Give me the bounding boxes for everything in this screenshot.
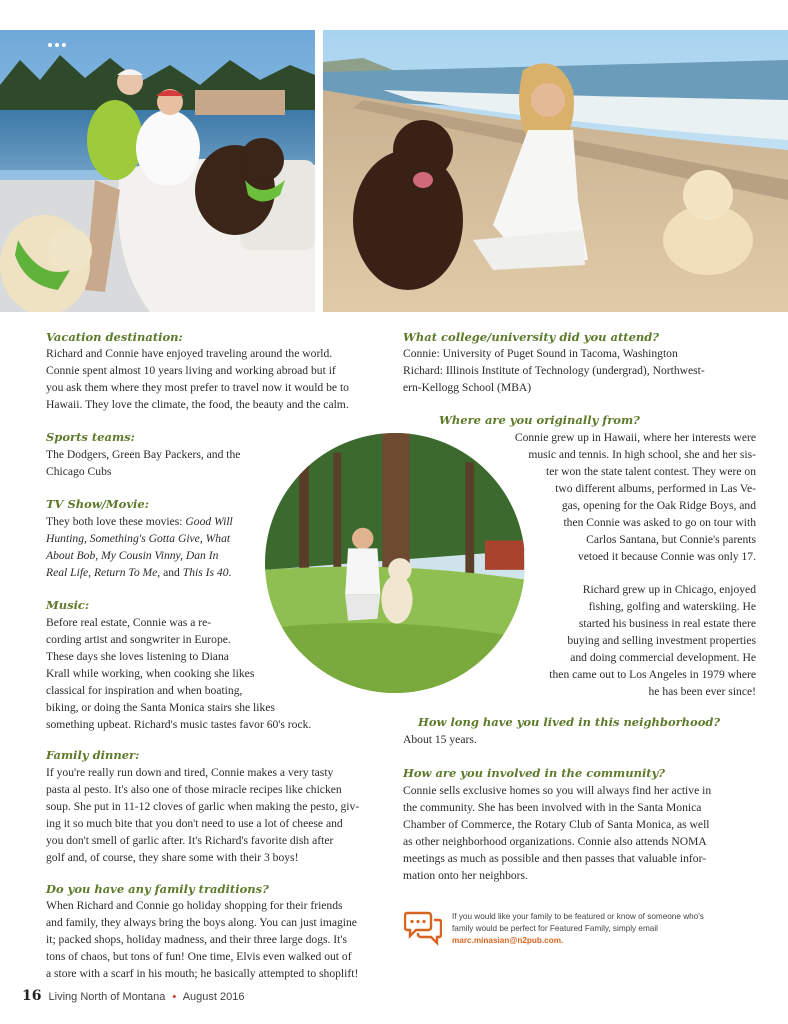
page-number: 16	[22, 988, 42, 1004]
heading-music: Music:	[46, 598, 90, 612]
text-line: gas, opening for the Oak Ridge Boys, and	[561, 499, 756, 512]
text-line: tons of chaos, but tons of fun! One time, Elvis even walked out of	[46, 950, 352, 963]
text-line: then came out to Los Angeles in 1979 where	[549, 668, 756, 681]
text-line: fishing, golfing and waterskiing. He	[588, 600, 756, 613]
text-line: The Dodgers, Green Bay Packers, and the	[46, 448, 241, 461]
heading-tv-show-movie: TV Show/Movie:	[46, 497, 149, 511]
issue-date: August 2016	[182, 991, 245, 1003]
text-line: Chamber of Commerce, the Rotary Club of Santa Monica, as well	[403, 818, 710, 831]
text-line: he has been ever since!	[648, 685, 756, 698]
text-line: Richard grew up in Chicago, enjoyed	[582, 583, 756, 596]
heading-how-long: How long have you lived in this neighborhood?	[418, 715, 721, 729]
publication-name: Living North of Montana	[48, 991, 166, 1003]
heading-originally-from: Where are you originally from?	[439, 413, 640, 427]
text-line: classical for inspiration and when boating,	[46, 684, 243, 697]
text-line: mation onto her neighbors.	[403, 869, 528, 882]
text-line	[46, 513, 233, 530]
text-family-traditions	[46, 897, 358, 982]
text-line: as other neighborhood organizations. Connie also attends NOMA	[403, 835, 707, 848]
text-line: If you're really run down and tired, Connie makes a very tasty	[46, 766, 334, 779]
text-line: ter won the state talent contest. They were on	[545, 465, 756, 478]
text-line: These days she loves listening to Diana	[46, 650, 229, 663]
text-line: golf and, of course, they share some with their 3 boys!	[46, 851, 299, 864]
text-line: Connie: University of Puget Sound in Tacoma, Washington	[403, 347, 678, 360]
text-line	[46, 564, 233, 581]
heading-community: How are you involved in the community?	[403, 766, 666, 780]
photo-woman-with-dogs-on-beach	[323, 30, 788, 312]
text-line: Krall while working, when cooking she likes	[46, 667, 255, 680]
text-music	[46, 614, 311, 733]
text-line: soup. She put in 11-12 cloves of garlic when making the pesto, giv-	[46, 800, 360, 813]
text-line: ing it so much bite that you don't need to use a lot of cheese and	[46, 817, 343, 830]
text-line: Carlos Santana, but Connie's parents	[586, 533, 756, 546]
bullet-separator: •	[172, 991, 177, 1003]
promo-line: If you would like your family to be featured or know of someone who's	[452, 912, 704, 921]
text-line: buying and selling investment properties	[567, 634, 756, 647]
text-line: vetoed it because Connie was only 17.	[577, 550, 756, 563]
text-line	[46, 547, 233, 564]
text-line: and doing commercial development. He	[570, 651, 756, 664]
text-plain: They both love these movies:	[46, 515, 186, 528]
text-family-dinner	[46, 764, 359, 866]
text-sports-teams	[46, 446, 240, 480]
text-italic-title: About Bob, My Cousin Vinny, Dan In	[46, 549, 219, 562]
text-originally-from-connie	[515, 429, 756, 565]
page-footer	[22, 988, 245, 1004]
text-plain: .	[228, 566, 232, 579]
text-line: biking, or doing the Santa Monica stairs she likes	[46, 701, 275, 714]
text-line: About 15 years.	[403, 733, 477, 746]
text-line: you ask them where they most prefer to travel now it would be to	[46, 381, 349, 394]
text-line: When Richard and Connie go holiday shopping for their friends	[46, 899, 343, 912]
featured-family-promo	[452, 911, 772, 947]
promo-line: family would be perfect for Featured Family, simply email	[452, 924, 658, 933]
text-plain: and	[160, 566, 183, 579]
text-line: started his business in real estate there	[578, 617, 756, 630]
text-vacation-destination	[46, 345, 349, 413]
text-line: something upbeat. Richard's music tastes favor 60's rock.	[46, 718, 312, 731]
text-line: Hawaii. They love the climate, the food, the beauty and the calm.	[46, 398, 349, 411]
text-line: ern-Kellogg School (MBA)	[403, 381, 532, 394]
text-italic-title: Good Will	[185, 515, 233, 528]
text-line: Connie spent almost 10 years living and working abroad but if	[46, 364, 336, 377]
heading-family-dinner: Family dinner:	[46, 748, 140, 762]
text-how-long	[403, 731, 477, 748]
speech-bubbles-icon	[404, 910, 442, 946]
text-line: music and tennis. In high school, she and her sis-	[528, 448, 756, 461]
text-line: cording artist and songwriter in Europe.	[46, 633, 231, 646]
text-line: it; packed shops, holiday madness, and their three large dogs. It's	[46, 933, 347, 946]
text-italic-title: Real Life, Return To Me,	[46, 566, 161, 579]
text-line: then Connie was asked to go on tour with	[563, 516, 756, 529]
text-line: two different albums, performed in Las Ve-	[555, 482, 756, 495]
text-italic-title: Hunting, Something's Gotta Give, What	[46, 532, 231, 545]
promo-email-link[interactable]: marc.minasian@n2pub.com.	[452, 936, 564, 945]
text-college	[403, 345, 705, 396]
text-line: Richard and Connie have enjoyed traveling around the world.	[46, 347, 333, 360]
text-line: the community. She has been involved with in the Santa Monica	[403, 801, 702, 814]
text-italic-title: This Is 40	[182, 566, 229, 579]
text-line: Richard: Illinois Institute of Technology (undergrad), Northwest-	[403, 364, 705, 377]
text-line: Connie grew up in Hawaii, where her interests were	[514, 431, 756, 444]
text-line	[46, 530, 233, 547]
text-line: and family, they always bring the boys along. You can just imagine	[46, 916, 357, 929]
text-originally-from-richard	[549, 581, 756, 700]
heading-family-traditions: Do you have any family traditions?	[46, 882, 269, 896]
heading-sports-teams: Sports teams:	[46, 430, 135, 444]
text-community	[403, 782, 711, 884]
photo-couple-on-boat	[0, 30, 315, 312]
text-line: you don't smell of garlic after. It's Richard's favorite dish after	[46, 834, 334, 847]
text-line: pasta al pesto. It's also one of those miracle recipes like chicken	[46, 783, 342, 796]
text-tv-show-movie	[46, 513, 233, 581]
text-line: Chicago Cubs	[46, 465, 112, 478]
text-line: a store with a scarf in his mouth; he basically attempted to shoplift!	[46, 967, 359, 980]
heading-vacation-destination: Vacation destination:	[46, 330, 183, 344]
heading-college: What college/university did you attend?	[403, 330, 660, 344]
text-line: Connie sells exclusive homes so you will always find her active in	[403, 784, 712, 797]
text-line: meetings as much as possible and then passes that valuable infor-	[403, 852, 707, 865]
text-line: Before real estate, Connie was a re-	[46, 616, 212, 629]
